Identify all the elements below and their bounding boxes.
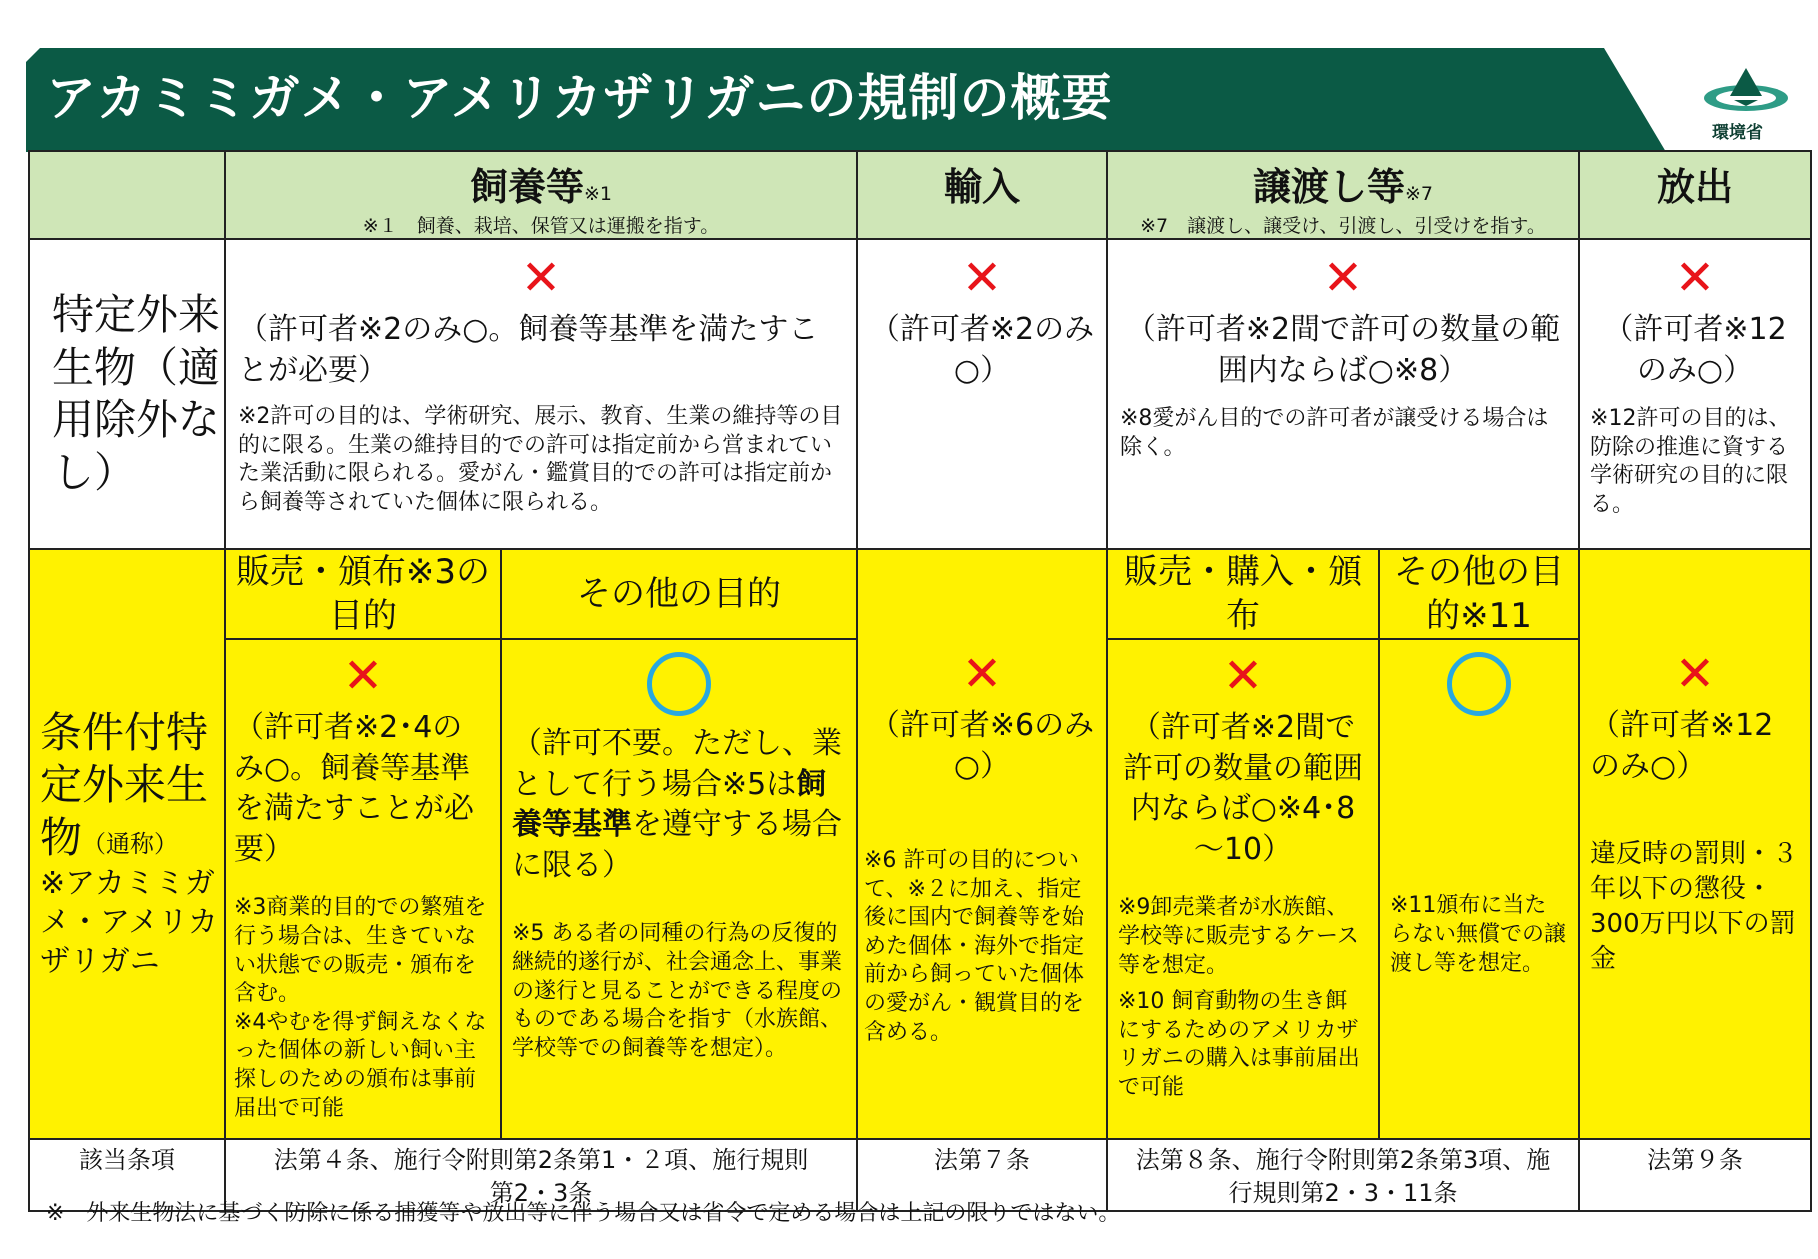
row2-hanbai-cell bbox=[225, 639, 501, 1139]
row1-jouto-text: （許可者※2間で許可の数量の範囲内ならば○※8） bbox=[1125, 312, 1561, 388]
cross-icon: ✕ bbox=[1222, 648, 1264, 705]
row2-sonota-text-a: （許可不要。ただし、業として行う場合※5は bbox=[512, 726, 842, 802]
row2-houshutsu-text: （許可者※12のみ○） bbox=[1590, 708, 1774, 784]
row2-houshutsu-penalty: 違反時の罰則・３年以下の懲役・300万円以下の罰金 bbox=[1590, 839, 1799, 975]
header-shiyou-mark: ※1 bbox=[584, 183, 613, 205]
row3-jouto-cell bbox=[1107, 1139, 1579, 1211]
header-jouto bbox=[1107, 151, 1579, 239]
header-jouto-mark: ※7 bbox=[1405, 183, 1434, 205]
logo-text: 環境省 bbox=[1712, 123, 1763, 143]
row1-yunyu-text: （許可者※2のみ○） bbox=[869, 312, 1095, 388]
sub-sonota2: その他の目的※11 bbox=[1394, 552, 1564, 637]
row1-houshutsu-cell bbox=[1579, 239, 1811, 549]
row2-hanbai-note1: ※3商業的目的での繁殖を行う場合は、生きていない状態での販売・頒布を含む。 bbox=[234, 895, 487, 1007]
cross-icon: ✕ bbox=[520, 250, 562, 306]
cross-icon: ✕ bbox=[961, 250, 1003, 306]
header-houshutsu bbox=[1579, 151, 1811, 239]
row1-label-cell bbox=[29, 239, 225, 549]
row1-shiyou-cell bbox=[225, 239, 857, 549]
row1-label: 特定外来生物（適用除外なし） bbox=[52, 290, 221, 497]
row2-yunyu-text: （許可者※6のみ○） bbox=[869, 708, 1095, 784]
row3-jouto: 法第８条、施行令附則第2条第3項、施行規則第2・3・11条 bbox=[1135, 1146, 1551, 1207]
sub-hanbai2-cell bbox=[1107, 549, 1379, 639]
row2-hanbai2-cell bbox=[1107, 639, 1379, 1139]
circle-icon bbox=[1447, 652, 1511, 716]
row2-sonota2-note: ※11頒布に当たらない無償での譲渡し等を想定。 bbox=[1390, 893, 1567, 976]
row1-yunyu-cell bbox=[857, 239, 1107, 549]
row3-houshutsu: 法第９条 bbox=[1647, 1146, 1744, 1175]
row2-sonota-note: ※5 ある者の同種の行為の反復的継続的遂行が、社会通念上、事業の遂行と見ることができる程度のものである場合を指す（水族館、学校等での飼養等を想定）。 bbox=[512, 921, 843, 1061]
row1-houshutsu-text: （許可者※12のみ○） bbox=[1603, 312, 1787, 388]
row3-shiyou: 法第４条、施行令附則第2条第1・２項、施行規則第2・3条 bbox=[273, 1146, 809, 1207]
regulation-table bbox=[28, 150, 1812, 1212]
row2-sonota-text-b: を遵守する場合に限る） bbox=[512, 807, 842, 883]
row2-label-c: ※アカミミガメ・アメリカザリガニ bbox=[40, 866, 218, 980]
header-empty bbox=[29, 151, 225, 239]
page-title: アカミミガメ・アメリカザリガニの規制の概要 bbox=[46, 69, 1113, 127]
header-jouto-note: ※7 譲渡し、譲受け、引渡し、引受けを指す。 bbox=[1140, 215, 1546, 237]
row2-hanbai2-note1: ※9卸売業者が水族館、学校等に販売するケース等を想定。 bbox=[1118, 895, 1359, 978]
row3-label: 該当条項 bbox=[79, 1146, 175, 1175]
header-jouto-label: 譲渡し等 bbox=[1252, 165, 1405, 209]
sub-hanbai-cell bbox=[225, 549, 501, 639]
row2-hanbai2-text: （許可者※2間で許可の数量の範囲内ならば○※4･8～10） bbox=[1123, 710, 1363, 867]
header-yunyu-label: 輸入 bbox=[943, 165, 1020, 209]
row2-label-b: （通称） bbox=[82, 829, 179, 858]
row2-hanbai-text: （許可者※2･4のみ○。飼養等基準を満たすことが必要） bbox=[234, 710, 474, 867]
footer-note: ※ 外来生物法に基づく防除に係る捕獲等や放出等に伴う場合又は省令で定める場合は上記の限りではない。 bbox=[46, 1201, 1121, 1226]
cross-icon: ✕ bbox=[1674, 646, 1716, 702]
cross-icon: ✕ bbox=[961, 646, 1003, 702]
row2-houshutsu-cell bbox=[1579, 549, 1811, 1139]
header-shiyou-label: 飼養等 bbox=[469, 165, 584, 209]
row1-houshutsu-note: ※12許可の目的は、防除の推進に資する学術研究の目的に限る。 bbox=[1590, 406, 1791, 517]
row2-hanbai-note2: ※4やむを得ず飼えなくなった個体の新しい飼い主探しのための頒布は事前届出で可能 bbox=[234, 1009, 487, 1121]
row3-yunyu: 法第７条 bbox=[934, 1146, 1030, 1175]
row2-yunyu-note: ※6 許可の目的について、※２に加え、指定後に国内で飼養等を始めた個体・海外で指定前から飼っていた個体の愛がん・観賞目的を含める。 bbox=[864, 848, 1085, 1045]
row2-sonota-text-bold: 飼養等基準 bbox=[512, 766, 827, 843]
row2-hanbai2-note2: ※10 飼育動物の生き餌にするためのアメリカザリガニの購入は事前届出で可能 bbox=[1118, 989, 1360, 1100]
row2-label-a: 条件付特定外来生物 bbox=[40, 707, 209, 862]
header-shiyou-note: ※１ 飼養、栽培、保管又は運搬を指す。 bbox=[362, 215, 720, 237]
row1-jouto-note: ※8愛がん目的での許可者が譲受ける場合は除く。 bbox=[1120, 406, 1549, 460]
header-shiyou bbox=[225, 151, 857, 239]
header-yunyu bbox=[857, 151, 1107, 239]
sub-hanbai2: 販売・購入・頒布 bbox=[1124, 552, 1362, 637]
row2-sonota-cell bbox=[501, 639, 857, 1139]
row2-sonota2-cell bbox=[1379, 639, 1579, 1139]
row1-jouto-cell bbox=[1107, 239, 1579, 549]
sub-hanbai: 販売・頒布※3の目的 bbox=[235, 552, 491, 637]
row2-yunyu-cell bbox=[857, 549, 1107, 1139]
row3-houshutsu-cell bbox=[1579, 1139, 1811, 1211]
sub-sonota-cell bbox=[501, 549, 857, 639]
row1-shiyou-text: （許可者※2のみ○。飼養等基準を満たすことが必要） bbox=[238, 312, 819, 388]
sub-sonota2-cell bbox=[1379, 549, 1579, 639]
row1-shiyou-note: ※2許可の目的は、学術研究、展示、教育、生業の維持等の目的に限る。生業の維持目的での許可は指定前から営まれていた業活動に限られる。愛がん・鑑賞目的での許可は指定前から飼養等されていた個体に限られる。 bbox=[238, 404, 843, 515]
circle-icon bbox=[647, 652, 711, 716]
row2-sonota-text bbox=[512, 724, 846, 886]
cross-icon: ✕ bbox=[1674, 250, 1716, 306]
cross-icon: ✕ bbox=[1322, 250, 1364, 306]
cross-icon: ✕ bbox=[342, 648, 384, 705]
sub-sonota: その他の目的 bbox=[577, 574, 781, 615]
header-houshutsu-label: 放出 bbox=[1657, 165, 1734, 209]
row2-label bbox=[30, 707, 224, 982]
row2-label-cell bbox=[29, 549, 225, 1139]
